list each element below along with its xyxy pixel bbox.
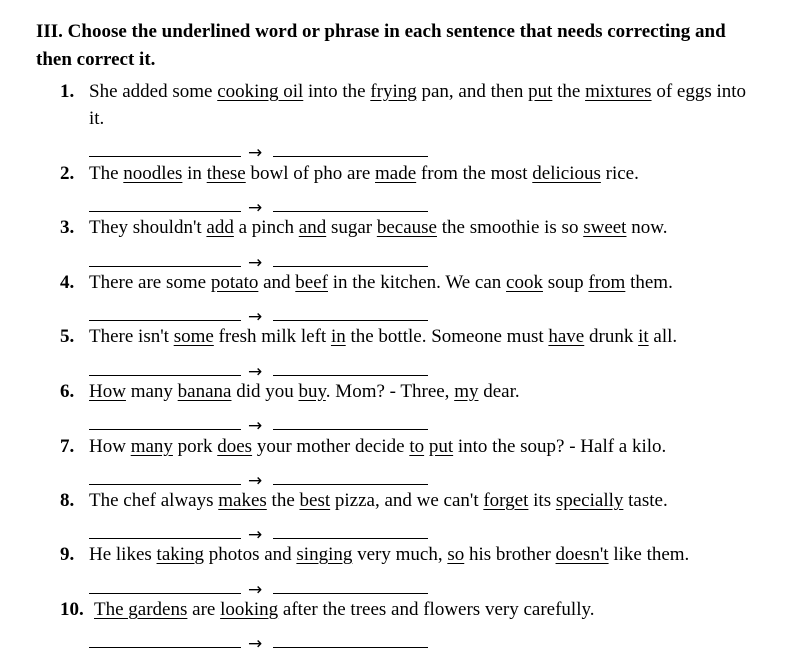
correction-blank[interactable] — [273, 375, 428, 376]
sentence-text: your mother decide — [252, 436, 410, 457]
underlined-option[interactable]: have — [548, 326, 585, 347]
sentence-text: the bottle. Someone must — [345, 326, 549, 347]
answer-line-2[interactable] — [89, 192, 434, 218]
sentence-text: . Mom? - Three, — [325, 381, 455, 402]
right-arrow-icon: → — [248, 143, 263, 163]
correction-blank[interactable] — [273, 647, 428, 648]
underlined-option[interactable]: so — [447, 544, 465, 565]
sentence-text: pan, and then — [416, 81, 529, 102]
underlined-option[interactable]: does — [217, 436, 253, 457]
sentence-text: and — [258, 272, 296, 293]
question-number: 7. — [60, 436, 75, 457]
question-number: 3. — [60, 217, 75, 238]
sentence-text: are — [187, 599, 221, 620]
sentence-text: pork — [172, 436, 218, 457]
question-number: 10. — [60, 599, 84, 620]
answer-line-3[interactable] — [89, 247, 434, 273]
question-3 — [60, 214, 760, 241]
wrong-word-blank[interactable] — [89, 320, 241, 321]
sentence-text: like them. — [608, 544, 690, 565]
correction-blank[interactable] — [273, 484, 428, 485]
underlined-option[interactable]: forget — [483, 490, 529, 511]
sentence-text: the — [552, 81, 586, 102]
right-arrow-icon: → — [248, 198, 263, 218]
question-number: 1. — [60, 81, 75, 102]
underlined-option[interactable]: mixtures — [585, 81, 652, 102]
correction-blank[interactable] — [273, 538, 428, 539]
question-number: 2. — [60, 163, 75, 184]
sentence-text: pizza, and we can't — [330, 490, 484, 511]
sentence-text: There are some — [89, 272, 211, 293]
wrong-word-blank[interactable] — [89, 375, 241, 376]
question-9 — [60, 541, 760, 568]
underlined-option[interactable]: put — [528, 81, 553, 102]
question-sentence — [89, 269, 749, 296]
sentence-text: from the most — [416, 163, 533, 184]
answer-line-10[interactable] — [89, 628, 434, 654]
right-arrow-icon: → — [248, 525, 263, 545]
underlined-option[interactable]: looking — [220, 599, 279, 620]
underlined-option[interactable]: from — [588, 272, 626, 293]
question-number: 5. — [60, 326, 75, 347]
underlined-option[interactable]: cook — [506, 272, 543, 293]
right-arrow-icon: → — [248, 362, 263, 382]
sentence-text: after the trees and flowers very carefully. — [278, 599, 595, 620]
sentence-text: many — [125, 381, 178, 402]
underlined-option[interactable]: my — [454, 381, 479, 402]
underlined-option[interactable]: many — [130, 436, 173, 457]
wrong-word-blank[interactable] — [89, 647, 241, 648]
right-arrow-icon: → — [248, 634, 263, 654]
underlined-option[interactable]: noodles — [123, 163, 183, 184]
wrong-word-blank[interactable] — [89, 156, 241, 157]
correction-blank[interactable] — [273, 266, 428, 267]
sentence-text: did you — [231, 381, 299, 402]
underlined-option[interactable]: best — [299, 490, 331, 511]
underlined-option[interactable]: singing — [296, 544, 353, 565]
right-arrow-icon: → — [248, 471, 263, 491]
sentence-text: them. — [625, 272, 673, 293]
answer-line-1[interactable] — [89, 137, 434, 163]
answer-line-7[interactable] — [89, 465, 434, 491]
sentence-text: soup — [542, 272, 589, 293]
question-sentence — [89, 214, 749, 241]
sentence-text: its — [528, 490, 556, 511]
sentence-text: They shouldn't — [89, 217, 207, 238]
correction-blank[interactable] — [273, 429, 428, 430]
question-sentence — [89, 78, 749, 132]
question-number: 4. — [60, 272, 75, 293]
right-arrow-icon: → — [248, 416, 263, 436]
answer-line-9[interactable] — [89, 574, 434, 600]
wrong-word-blank[interactable] — [89, 211, 241, 212]
underlined-option[interactable]: made — [375, 163, 417, 184]
sentence-text: into the — [303, 81, 371, 102]
question-sentence — [89, 487, 749, 514]
underlined-option[interactable]: because — [376, 217, 437, 238]
sentence-text: rice. — [600, 163, 639, 184]
wrong-word-blank[interactable] — [89, 484, 241, 485]
wrong-word-blank[interactable] — [89, 266, 241, 267]
sentence-text: He likes — [89, 544, 157, 565]
underlined-option[interactable]: sweet — [583, 217, 627, 238]
exercise-heading: III. Choose the underlined word or phrase in each sentence that needs correcting and then correct it. — [36, 21, 726, 70]
underlined-option[interactable]: delicious — [532, 163, 601, 184]
sentence-text: the smoothie is so — [437, 217, 584, 238]
sentence-text: his brother — [464, 544, 556, 565]
sentence-text: taste. — [623, 490, 668, 511]
sentence-text: The chef always — [89, 490, 219, 511]
sentence-text: the — [266, 490, 300, 511]
question-2 — [60, 160, 760, 187]
sentence-text: drunk — [584, 326, 639, 347]
question-sentence — [89, 541, 749, 568]
sentence-text: fresh milk left — [213, 326, 331, 347]
question-sentence — [89, 323, 749, 350]
underlined-option[interactable]: cooking oil — [217, 81, 304, 102]
sentence-text: of eggs into it. — [89, 81, 747, 129]
answer-line-4[interactable] — [89, 301, 434, 327]
underlined-option[interactable]: frying — [370, 81, 417, 102]
sentence-text: photos and — [204, 544, 297, 565]
sentence-text: all. — [648, 326, 678, 347]
question-4 — [60, 269, 760, 296]
underlined-option[interactable]: specially — [555, 490, 624, 511]
underlined-option[interactable]: put — [428, 436, 454, 457]
sentence-text: There isn't — [89, 326, 174, 347]
right-arrow-icon: → — [248, 580, 263, 600]
sentence-text: The — [89, 163, 124, 184]
correction-blank[interactable] — [273, 211, 428, 212]
sentence-text: into the soup? - Half a kilo. — [453, 436, 667, 457]
underlined-option[interactable]: these — [206, 163, 246, 184]
answer-line-8[interactable] — [89, 519, 434, 545]
sentence-text: sugar — [326, 217, 377, 238]
question-sentence — [89, 378, 749, 405]
question-number: 8. — [60, 490, 75, 511]
underlined-option[interactable]: doesn't — [555, 544, 609, 565]
underlined-option[interactable]: beef — [295, 272, 328, 293]
question-number: 9. — [60, 544, 75, 565]
question-6 — [60, 378, 760, 405]
question-1 — [60, 78, 760, 132]
underlined-option[interactable]: in — [330, 326, 346, 347]
question-sentence — [94, 596, 754, 623]
sentence-text: in the kitchen. We can — [328, 272, 507, 293]
sentence-text: How — [89, 436, 131, 457]
sentence-text: dear. — [478, 381, 520, 402]
sentence-text: bowl of pho are — [245, 163, 376, 184]
right-arrow-icon: → — [248, 253, 263, 273]
underlined-option[interactable]: The gardens — [94, 599, 188, 620]
sentence-text: a pinch — [233, 217, 299, 238]
correction-blank[interactable] — [273, 593, 428, 594]
underlined-option[interactable]: makes — [218, 490, 267, 511]
sentence-text: very much, — [352, 544, 448, 565]
sentence-text: in — [182, 163, 207, 184]
underlined-option[interactable]: buy — [298, 381, 326, 402]
sentence-text: now. — [626, 217, 668, 238]
underlined-option[interactable]: to — [409, 436, 425, 457]
underlined-option[interactable]: add — [206, 217, 234, 238]
underlined-option[interactable]: some — [173, 326, 214, 347]
underlined-option[interactable]: and — [298, 217, 327, 238]
correction-blank[interactable] — [273, 156, 428, 157]
question-sentence — [89, 160, 749, 187]
sentence-text: She added some — [89, 81, 218, 102]
question-sentence — [89, 433, 749, 460]
question-5 — [60, 323, 760, 350]
wrong-word-blank[interactable] — [89, 429, 241, 430]
underlined-option[interactable]: taking — [156, 544, 205, 565]
correction-blank[interactable] — [273, 320, 428, 321]
question-10 — [60, 596, 760, 623]
question-7 — [60, 433, 760, 460]
answer-line-6[interactable] — [89, 410, 434, 436]
underlined-option[interactable]: banana — [177, 381, 232, 402]
question-8 — [60, 487, 760, 514]
underlined-option[interactable]: How — [89, 381, 126, 402]
right-arrow-icon: → — [248, 307, 263, 327]
wrong-word-blank[interactable] — [89, 538, 241, 539]
answer-line-5[interactable] — [89, 356, 434, 382]
underlined-option[interactable]: potato — [210, 272, 259, 293]
wrong-word-blank[interactable] — [89, 593, 241, 594]
question-number: 6. — [60, 381, 75, 402]
underlined-option[interactable]: it — [638, 326, 649, 347]
